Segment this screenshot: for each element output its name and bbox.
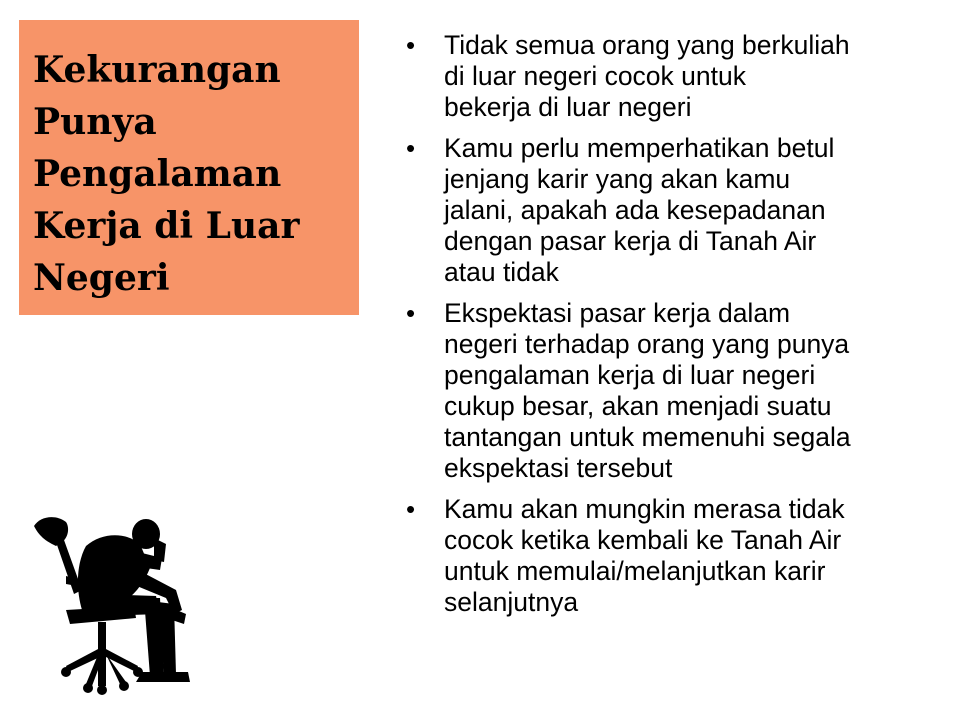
bullet-text-line: cukup besar, akan menjadi suatu — [444, 391, 832, 421]
bullet-item-2 — [406, 133, 936, 288]
bullet-text-line: jalani, apakah ada kesepadanan — [444, 195, 826, 225]
stressed-person-silhouette-icon — [26, 498, 200, 698]
slide-title-line-2: Punya — [33, 101, 157, 143]
bullet-marker: • — [406, 494, 416, 524]
bullet-marker: • — [406, 133, 416, 163]
bullet-text-line: tantangan untuk memenuhi segala — [444, 422, 851, 452]
bullet-marker: • — [406, 30, 416, 60]
bullet-text-line: negeri terhadap orang yang punya — [444, 329, 850, 359]
bullet-text-line: selanjutnya — [444, 587, 579, 617]
bullet-marker: • — [406, 298, 416, 328]
bullet-item-3 — [406, 298, 936, 484]
bullet-text-line: untuk memulai/melanjutkan karir — [444, 556, 826, 586]
bullet-text-line: bekerja di luar negeri — [444, 92, 692, 122]
title-box — [19, 20, 359, 315]
slide-title-line-4: Kerja di Luar — [33, 205, 300, 247]
slide-title-line-3: Pengalaman — [33, 153, 282, 195]
bullet-text-line: ekspektasi tersebut — [444, 453, 673, 483]
bullet-text-line: atau tidak — [444, 257, 559, 287]
bullet-text-line: Ekspektasi pasar kerja dalam — [444, 298, 791, 328]
bullet-text-line: jenjang karir yang akan kamu — [444, 164, 791, 194]
slide-title-line-5: Negeri — [33, 257, 170, 299]
bullet-text-line: di luar negeri cocok untuk — [444, 61, 746, 91]
bullet-text-line: Kamu akan mungkin merasa tidak — [444, 494, 845, 524]
bullet-text-line: cocok ketika kembali ke Tanah Air — [444, 525, 842, 555]
bullet-text-line: pengalaman kerja di luar negeri — [444, 360, 816, 390]
slide-title-line-1: Kekurangan — [33, 49, 281, 91]
bullet-item-4 — [406, 494, 936, 618]
bullet-item-1 — [406, 30, 936, 123]
bullet-text-line: Tidak semua orang yang berkuliah — [444, 30, 850, 60]
bullet-text-line: Kamu perlu memperhatikan betul — [444, 133, 835, 163]
bullet-list — [406, 30, 936, 628]
bullet-text-line: dengan pasar kerja di Tanah Air — [444, 226, 817, 256]
